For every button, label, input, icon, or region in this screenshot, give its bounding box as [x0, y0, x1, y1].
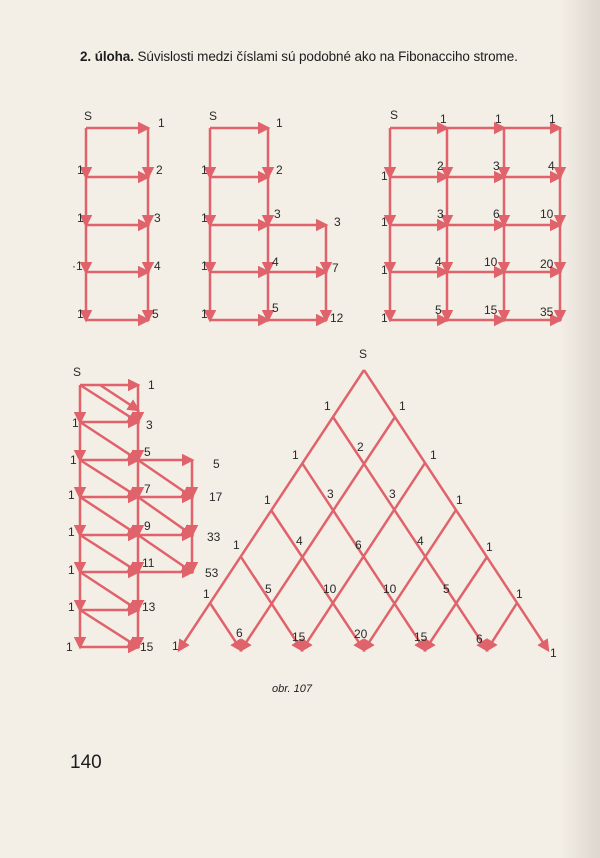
diagram-c-grid-3: 4	[548, 159, 555, 173]
diagram-d	[80, 385, 192, 647]
diagram-c-left-3: 1	[381, 263, 388, 277]
diagram-b-left-1: 1	[201, 163, 208, 177]
diagram-a-right-5: 5	[152, 307, 159, 321]
diagram-d-left-1: 1	[72, 416, 79, 430]
diagram-c-grid-7: 4	[435, 255, 442, 269]
diagram-c-top-3: 1	[549, 112, 556, 126]
diagram-e-r4-2: 4	[296, 534, 303, 548]
diagram-a-right-1: 1	[158, 116, 165, 130]
diagram-e-r1-2: 1	[399, 399, 406, 413]
diagram-e-r6-1: 1	[172, 639, 179, 653]
diagram-e-r4-5: 1	[486, 540, 493, 554]
diagram-b-inner-5: 5	[272, 301, 279, 315]
diagram-e-r5-5: 5	[443, 582, 450, 596]
diagram-b-inner-1: 1	[276, 116, 283, 130]
diagram-d-outer-3: 33	[207, 530, 221, 544]
figure-caption: obr. 107	[272, 683, 312, 695]
diagram-d-inner-6: 11	[142, 556, 155, 570]
page-number: 140	[70, 752, 102, 773]
diagram-b-left-2: 1	[201, 211, 208, 225]
diagram-e-r6-3: 15	[292, 630, 306, 644]
diagram-e-r2-2: 2	[357, 440, 364, 454]
diagram-d-start: S	[73, 365, 82, 379]
diagram-d-left-3: 1	[68, 488, 75, 502]
diagram-a-right-2: 2	[156, 163, 163, 177]
diagram-e-r6-5: 15	[414, 630, 428, 644]
diagram-e-r6-2: 6	[236, 626, 243, 640]
diagram-c-grid-11: 15	[484, 303, 498, 317]
diagram-b	[210, 128, 326, 320]
diagram-b-extra-2: 7	[332, 261, 339, 275]
diagram-d-inner-7: 13	[142, 600, 156, 614]
diagram-a-start: S	[84, 109, 93, 123]
diagram-e-r2-3: 1	[430, 448, 437, 462]
diagram-a-right-4: 4	[154, 259, 161, 273]
diagram-c-grid-1: 2	[437, 159, 444, 173]
diagram-c-grid-12: 35	[540, 305, 554, 319]
diagram-d-left-7: 1	[66, 640, 73, 654]
diagram-e	[179, 370, 548, 650]
diagram-d-left-5: 1	[68, 563, 75, 577]
diagram-e-r5-3: 10	[323, 582, 337, 596]
diagram-e-r4-1: 1	[233, 538, 240, 552]
diagram-d-outer-1: 5	[213, 457, 220, 471]
diagram-c-start: S	[390, 108, 399, 122]
diagram-a-left-1: 1	[77, 163, 84, 177]
diagram-e-r6-6: 6	[476, 632, 483, 646]
diagram-c-grid-5: 6	[493, 207, 500, 221]
task-number: 2. úloha.	[80, 49, 134, 64]
diagram-e-r3-2: 3	[327, 487, 334, 501]
diagram-d-left-6: 1	[68, 600, 75, 614]
diagram-c-grid-4: 3	[437, 207, 444, 221]
diagram-c-grid-9: 20	[540, 257, 554, 271]
diagram-d-inner-8: 15	[140, 640, 154, 654]
diagram-a	[86, 128, 148, 320]
diagram-c-left-1: 1	[381, 169, 388, 183]
diagram-c-grid-10: 5	[435, 303, 442, 317]
diagram-d-left-4: 1	[68, 525, 75, 539]
diagram-e-r4-4: 4	[417, 534, 424, 548]
diagram-e-r6-4: 20	[354, 627, 368, 641]
diagram-c	[390, 128, 560, 320]
diagram-d-outer-2: 17	[209, 490, 223, 504]
diagram-e-r5-4: 10	[383, 582, 397, 596]
diagram-c-grid-6: 10	[540, 207, 554, 221]
diagram-b-extra-1: 3	[334, 215, 341, 229]
diagram-c-grid-8: 10	[484, 255, 498, 269]
diagram-b-start: S	[209, 109, 218, 123]
diagram-d-left-2: 1	[70, 453, 77, 467]
diagram-a-left-3: ·1	[72, 259, 83, 273]
diagram-b-extra-3: 12	[330, 311, 344, 325]
diagram-c-grid-2: 3	[493, 159, 500, 173]
diagram-a-left-4: 1	[77, 307, 84, 321]
diagram-b-left-4: 1	[201, 307, 208, 321]
diagram-e-r5-2: 5	[265, 582, 272, 596]
diagram-a-left-2: 1	[77, 211, 84, 225]
diagram-e-r3-3: 3	[389, 487, 396, 501]
diagram-b-inner-2: 2	[276, 163, 283, 177]
diagram-c-left-4: 1	[381, 311, 388, 325]
diagram-c-left-2: 1	[381, 215, 388, 229]
diagram-e-r5-1: 1	[203, 587, 210, 601]
diagram-e-r3-1: 1	[264, 493, 271, 507]
diagram-e-r2-1: 1	[292, 448, 299, 462]
diagram-a-right-3: 3	[154, 211, 161, 225]
diagram-d-inner-3: 5	[144, 445, 151, 459]
diagram-e-start: S	[359, 347, 368, 361]
diagram-e-r1-1: 1	[324, 399, 331, 413]
diagram-e-r3-4: 1	[456, 493, 463, 507]
diagram-e-r6-7: 1	[550, 646, 557, 660]
diagram-d-inner-5: 9	[144, 519, 151, 533]
diagram-d-outer-4: 53	[205, 566, 219, 580]
diagram-d-inner-4: 7	[144, 482, 151, 496]
diagram-c-top-1: 1	[440, 112, 447, 126]
diagram-d-inner-2: 3	[146, 418, 153, 432]
diagram-e-r5-6: 1	[516, 587, 523, 601]
diagram-e-r4-3: 6	[355, 538, 362, 552]
diagram-b-inner-4: 4	[272, 255, 279, 269]
task-text: Súvislosti medzi číslami sú podobné ako na Fibonacciho strome.	[137, 49, 518, 64]
diagram-b-inner-3: 3	[274, 207, 281, 221]
diagram-d-inner-1: 1	[148, 378, 155, 392]
diagram-b-left-3: 1	[201, 259, 208, 273]
diagram-c-top-2: 1	[495, 112, 502, 126]
